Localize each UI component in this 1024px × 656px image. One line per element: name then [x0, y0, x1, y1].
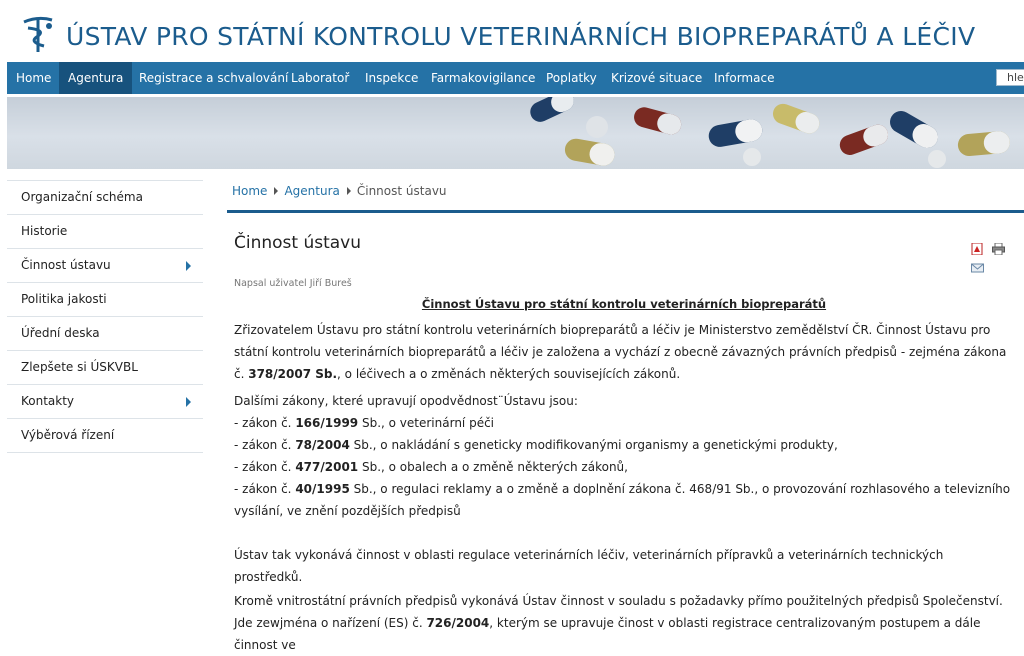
sidebar-item-label: Politika jakosti — [21, 292, 107, 306]
email-icon[interactable] — [971, 262, 984, 274]
search-input[interactable] — [996, 69, 1024, 86]
sidebar-item-historie[interactable] — [7, 215, 203, 249]
nav-inspekce[interactable]: Inspekce — [365, 71, 419, 85]
header-banner — [7, 97, 1024, 169]
logo-icon[interactable] — [16, 14, 60, 54]
sidebar-item-zlepsete-si[interactable] — [7, 351, 203, 385]
nav-krizove-situace[interactable]: Krizové situace — [611, 71, 703, 85]
site-title: ÚSTAV PRO STÁTNÍ KONTROLU VETERINÁRNÍCH BIOPREPARÁTŮ A LÉČIV — [66, 22, 976, 51]
sidebar-item-uredni-deska[interactable] — [7, 317, 203, 351]
nav-informace[interactable]: Informace — [714, 71, 775, 85]
breadcrumb-agentura[interactable]: Agentura — [284, 184, 340, 198]
paragraph-1: Zřizovatelem Ústavu pro státní kontrolu veterinárních biopreparátů a léčiv je Ministerstvo zemědělství ČR. Činnost Ústavu pro státní kontrolu veterinárních biopreparátů a léčiv je založena a vychází z obecně závazných právních předpisů - zejména zákona č. 378/2007 Sb., o léčivech a o změnách některých souvisejících zákonů. — [234, 323, 1007, 381]
nav-registrace[interactable]: Registrace a schvalování — [139, 71, 289, 85]
law-item: - zákon č. 40/1995 Sb., o regulaci reklamy a o změně a doplnění zákona č. 468/91 Sb., o provozování rozhlasového a televizního vysílání, ve znění pozdějších předpisů — [234, 482, 1011, 518]
nav-poplatky[interactable]: Poplatky — [546, 71, 597, 85]
breadcrumb — [232, 184, 447, 198]
sidebar-item-label: Činnost ústavu — [21, 258, 111, 272]
law-item: - zákon č. 78/2004 Sb., o nakládání s geneticky modifikovanými organismy a genetickými produkty, — [234, 438, 838, 452]
sidebar-item-kontakty[interactable] — [7, 385, 203, 419]
site-header — [0, 0, 1024, 62]
chevron-right-icon — [186, 397, 191, 407]
main-navigation — [7, 62, 1024, 94]
caret-right-icon — [274, 187, 278, 195]
breadcrumb-current: Činnost ústavu — [356, 184, 447, 198]
laws-intro: Dalšími zákony, které upravují opodvědnost¨Ústavu jsou: — [234, 394, 578, 408]
sidebar-item-label: Zlepšete si ÚSKVBL — [21, 360, 138, 374]
sidebar-item-label: Organizační schéma — [21, 190, 143, 204]
sidebar-item-label: Kontakty — [21, 394, 75, 408]
sidebar-item-politika-jakosti[interactable] — [7, 283, 203, 317]
article-content — [234, 295, 1014, 656]
chevron-right-icon — [186, 261, 191, 271]
paragraph-3: Ústav tak vykonává činnost v oblasti regulace veterinárních léčiv, veterinárních přípravků a veterinárních technických prostředků. — [234, 548, 944, 584]
sidebar — [7, 180, 203, 453]
divider — [227, 210, 1024, 213]
nav-farmakovigilance[interactable]: Farmakovigilance — [431, 71, 536, 85]
pdf-icon[interactable] — [971, 243, 984, 255]
article-tools — [971, 243, 1024, 281]
print-icon[interactable] — [992, 243, 1005, 255]
nav-agentura[interactable]: Agentura — [59, 62, 132, 94]
pills-image — [7, 97, 1024, 169]
sidebar-item-cinnost-ustavu[interactable] — [7, 249, 203, 283]
sidebar-item-organizacni-schema[interactable] — [7, 180, 203, 215]
nav-home[interactable]: Home — [16, 71, 52, 85]
content-title: Činnost Ústavu pro státní kontrolu veterinárních biopreparátů — [421, 297, 827, 311]
law-item: - zákon č. 477/2001 Sb., o obalech a o změně některých zákonů, — [234, 460, 628, 474]
sidebar-item-vyberova-rizeni[interactable] — [7, 419, 203, 453]
paragraph-4: Kromě vnitrostátní právních předpisů vykonává Ústav činnost v souladu s požadavky přímo použitelných předpisů Společenství. Jde zewjména o nařízení (ES) č. 726/2004, kterým se upravuje činost v oblasti registrace centralizovaným postupem a dále činnost ve — [234, 594, 1003, 652]
page-title: Činnost ústavu — [234, 233, 362, 253]
sidebar-item-label: Úřední deska — [21, 326, 100, 340]
nav-laborator[interactable]: Laboratoř — [291, 71, 350, 85]
sidebar-item-label: Výběrová řízení — [21, 428, 115, 442]
breadcrumb-home[interactable]: Home — [232, 184, 268, 198]
law-item: - zákon č. 166/1999 Sb., o veterinární péči — [234, 416, 495, 430]
sidebar-item-label: Historie — [21, 224, 68, 238]
author-line: Napsal uživatel Jiří Bureš — [234, 278, 352, 289]
caret-right-icon — [347, 187, 351, 195]
